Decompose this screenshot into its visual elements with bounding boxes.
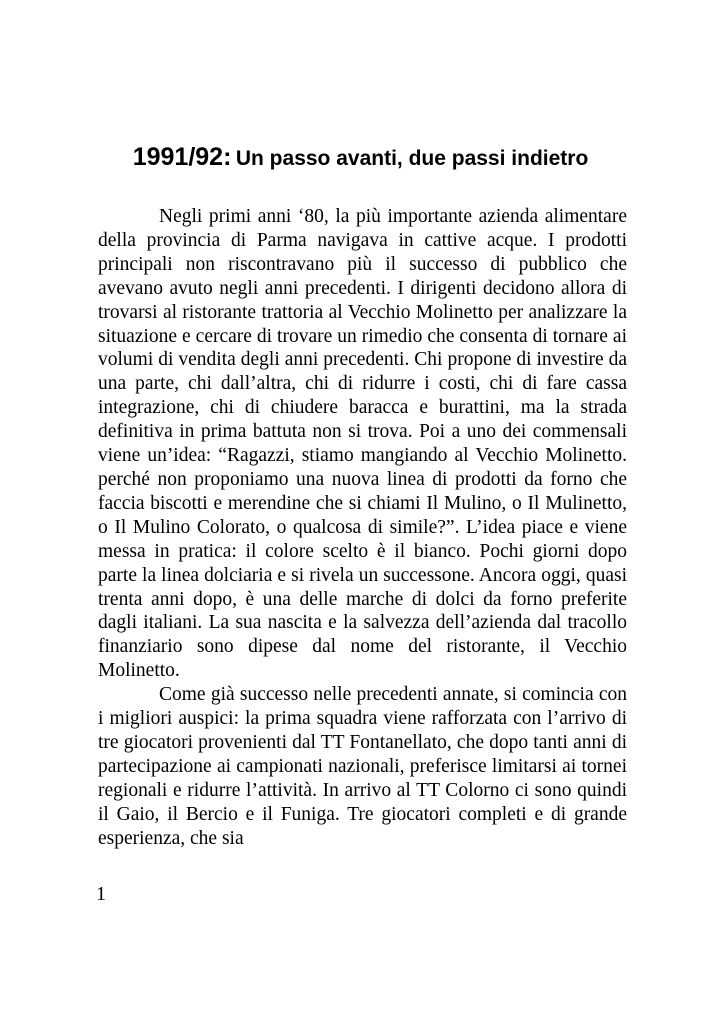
body-text	[98, 205, 627, 850]
chapter-title	[0, 142, 721, 172]
chapter-title-text: Un passo avanti, due passi indietro	[235, 147, 589, 170]
paragraph-2: Come già successo nelle precedenti annate, si comincia con i migliori auspici: la prima squadra viene rafforzata con l’arrivo di tre giocatori provenienti dal TT Fontanellato, che dopo tanti anni di partecipazione ai campionati nazionali, preferisce limitarsi ai tornei regionali e ridurre l’attività. In arrivo al TT Colorno ci sono quindi il Gaio, il Bercio e il Funiga. Tre giocatori completi e di grande esperienza, che sia	[98, 684, 627, 849]
chapter-title-year: 1991/92:	[132, 143, 232, 171]
page-number: 1	[96, 883, 106, 905]
paragraph-1: Negli primi anni ‘80, la più importante azienda alimentare della provincia di Parma navigava in cattive acque. I prodotti principali non riscontravano più il successo di pubblico che avevano avuto negli anni precedenti. I dirigenti decidono allora di trovarsi al ristorante trattoria al Vecchio Molinetto per analizzare la situazione e cercare di trovare un rimedio che consenta di tornare ai volumi di vendita degli anni precedenti. Chi propone di investire da una parte, chi dall’altra, chi di ridurre i costi, chi di fare cassa integrazione, chi di chiudere baracca e burattini, ma la strada definitiva in prima battuta non si trova. Poi a uno dei commensali viene un’idea: “Ragazzi, stiamo mangiando al Vecchio Molinetto. perché non proponiamo una nuova linea di prodotti da forno che faccia biscotti e merendine che si chiami Il Mulino, o Il Mulinetto, o Il Mulino Colorato, o qualcosa di simile?”. L’idea piace e viene messa in pratica: il colore scelto è il bianco. Pochi giorni dopo parte la linea dolciaria e si rivela un successone. Ancora oggi, quasi trenta anni dopo, è una delle marche di dolci da forno preferite dagli italiani. La sua nascita e la salvezza dell’azienda dal tracollo finanziario sono dipese dal nome del ristorante, il Vecchio Molinetto.	[98, 206, 627, 682]
